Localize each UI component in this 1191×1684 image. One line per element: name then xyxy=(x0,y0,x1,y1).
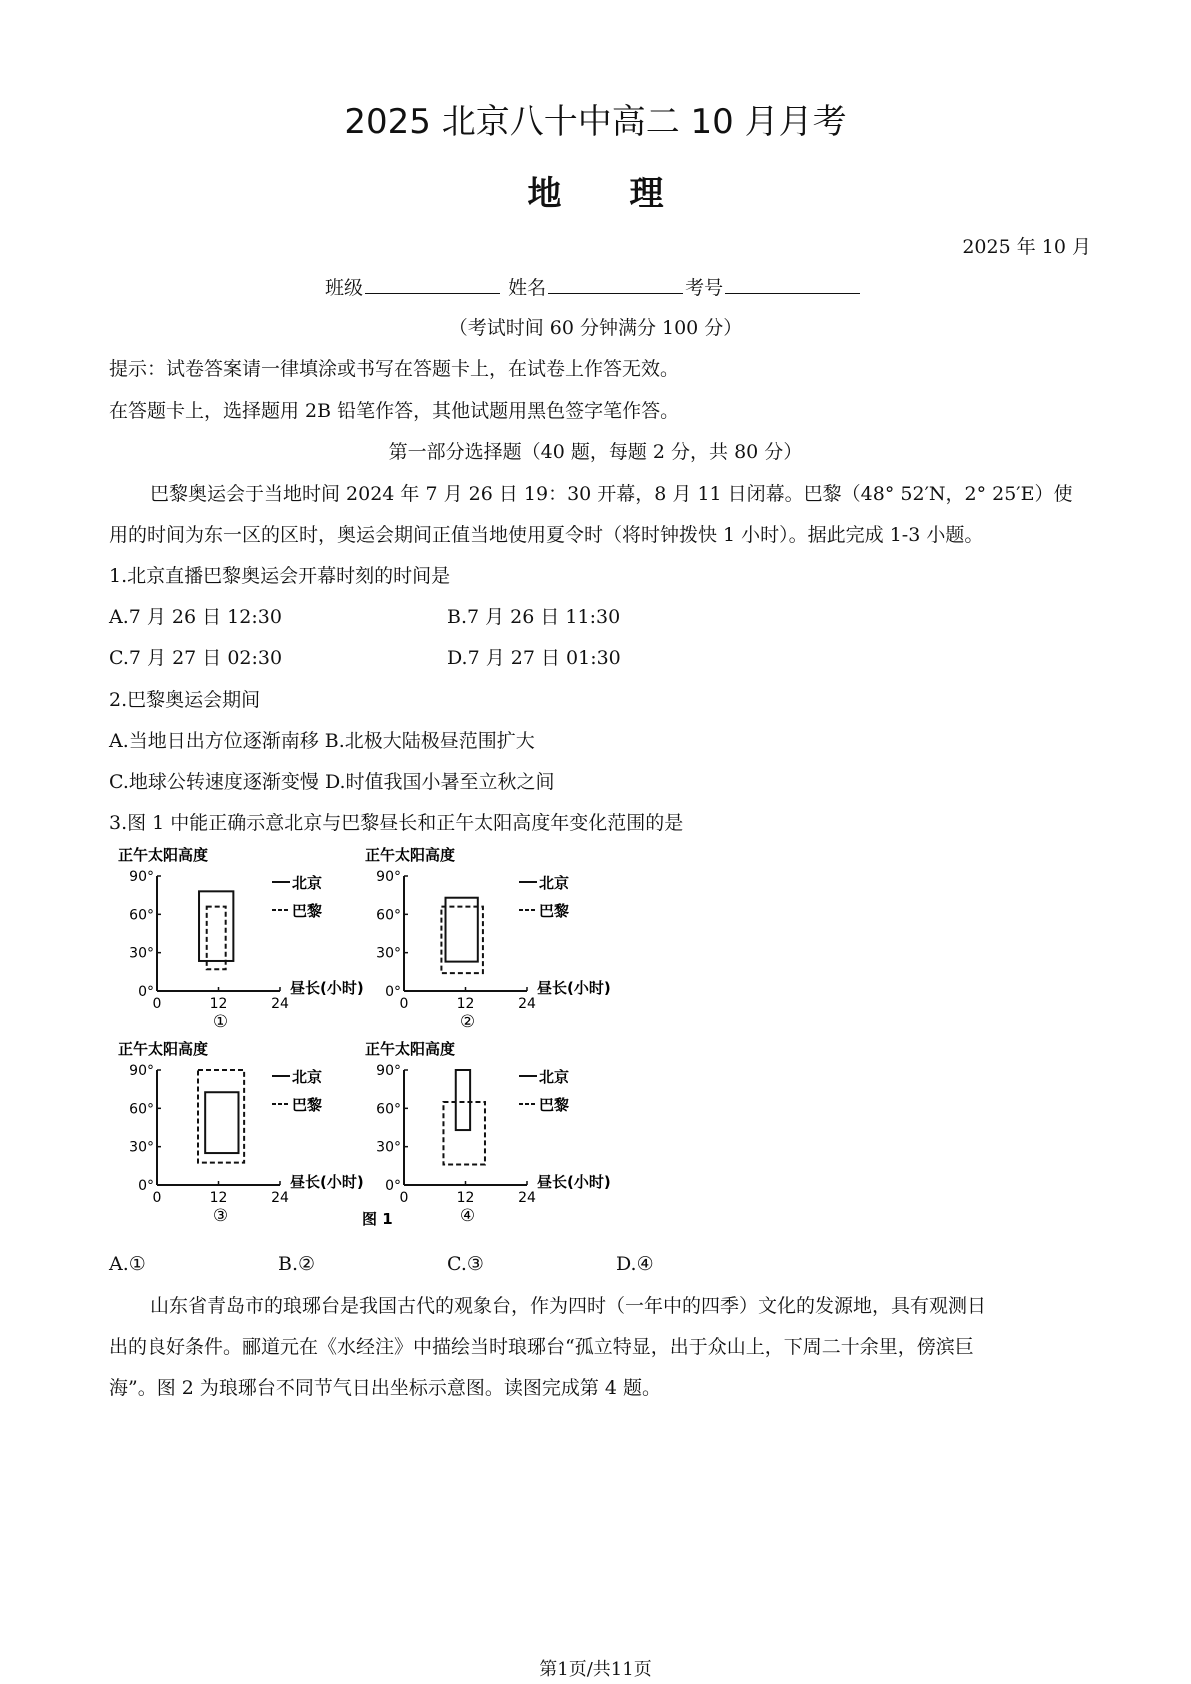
question-2-options-cd: C.地球公转速度逐渐变慢 D.时值我国小暑至立秋之间 xyxy=(109,771,555,793)
paris-range-rect xyxy=(443,1102,485,1165)
x-axis-title: 昼长(小时) xyxy=(537,1173,611,1191)
y-axis-title: 正午太阳高度 xyxy=(118,1040,209,1058)
y-axis-title: 正午太阳高度 xyxy=(365,1040,456,1058)
x-axis-title: 昼长(小时) xyxy=(290,1173,364,1191)
question-3-option-d: D.④ xyxy=(616,1253,654,1275)
panel-label: ② xyxy=(459,1012,476,1032)
y-tick-label: 30° xyxy=(129,945,154,962)
x-tick-label: 0 xyxy=(152,996,162,1012)
y-tick-label: 0° xyxy=(138,984,154,1000)
beijing-range-rect xyxy=(199,891,233,961)
y-tick-label: 0° xyxy=(385,984,401,1000)
figure-caption: 图 1 xyxy=(362,1210,393,1228)
number-label: 考号 xyxy=(685,277,724,299)
question-2-options-ab: A.当地日出方位逐渐南移 B.北极大陆极昼范围扩大 xyxy=(109,730,535,752)
legend-beijing: 北京 xyxy=(539,874,570,892)
subject-title: 地 理 xyxy=(527,174,664,214)
y-tick-label: 90° xyxy=(129,1063,154,1079)
beijing-range-rect xyxy=(205,1092,238,1153)
x-axis-title: 昼长(小时) xyxy=(537,979,611,997)
question-3-option-c: C.③ xyxy=(447,1253,484,1275)
y-tick-label: 0° xyxy=(385,1178,401,1194)
y-tick-label: 60° xyxy=(376,907,401,924)
passage-1-line-2: 用的时间为东一区的区时，奥运会期间正值当地使用夏令时（将时钟拨快 1 小时）。据此完成 1-3 小题。 xyxy=(109,524,984,546)
y-tick-label: 0° xyxy=(138,1178,154,1194)
question-1-option-d: D.7 月 27 日 01:30 xyxy=(447,647,621,669)
x-tick-label: 12 xyxy=(456,996,475,1012)
x-tick-label: 24 xyxy=(518,996,536,1012)
name-field[interactable] xyxy=(548,275,683,294)
student-info-row xyxy=(325,275,862,300)
legend-paris: 巴黎 xyxy=(539,1096,570,1114)
notice-1: 提示：试卷答案请一律填涂或书写在答题卡上，在试卷上作答无效。 xyxy=(109,358,680,380)
exam-title: 2025 北京八十中高二 10 月月考 xyxy=(344,102,847,142)
x-tick-label: 12 xyxy=(209,996,228,1012)
legend-beijing: 北京 xyxy=(292,874,323,892)
legend-beijing: 北京 xyxy=(539,1068,570,1086)
y-tick-label: 30° xyxy=(376,945,401,962)
question-3-option-b: B.② xyxy=(278,1253,316,1275)
passage-1-line-1: 巴黎奥运会于当地时间 2024 年 7 月 26 日 19：30 开幕，8 月 11 日闭幕。巴黎（48° 52′N，2° 25′E）使 xyxy=(150,483,1073,505)
legend-beijing: 北京 xyxy=(292,1068,323,1086)
panel-label: ① xyxy=(212,1012,229,1032)
y-tick-label: 90° xyxy=(129,869,154,885)
name-label: 姓名 xyxy=(508,277,547,299)
number-field[interactable] xyxy=(725,275,860,294)
y-tick-label: 90° xyxy=(376,869,401,885)
passage-2-line-3: 海”。图 2 为琅琊台不同节气日出坐标示意图。读图完成第 4 题。 xyxy=(109,1377,662,1399)
question-1-stem: 1.北京直播巴黎奥运会开幕时刻的时间是 xyxy=(109,565,451,587)
question-3-stem: 3.图 1 中能正确示意北京与巴黎昼长和正午太阳高度年变化范围的是 xyxy=(109,812,684,834)
y-tick-label: 90° xyxy=(376,1063,401,1079)
x-tick-label: 0 xyxy=(399,996,409,1012)
panel-label: ③ xyxy=(212,1206,229,1226)
x-tick-label: 24 xyxy=(271,1190,289,1206)
question-3-option-a: A.① xyxy=(109,1253,146,1275)
x-tick-label: 0 xyxy=(152,1190,162,1206)
y-tick-label: 60° xyxy=(376,1101,401,1118)
legend-paris: 巴黎 xyxy=(292,1096,323,1114)
class-field[interactable] xyxy=(365,275,500,294)
paris-range-rect xyxy=(207,907,226,970)
section-title: 第一部分选择题（40 题，每题 2 分，共 80 分） xyxy=(388,441,803,463)
x-tick-label: 24 xyxy=(518,1190,536,1206)
x-tick-label: 24 xyxy=(271,996,289,1012)
exam-info: （考试时间 60 分钟满分 100 分） xyxy=(448,317,743,339)
y-tick-label: 30° xyxy=(129,1139,154,1156)
question-1-option-a: A.7 月 26 日 12:30 xyxy=(109,606,282,628)
notice-2: 在答题卡上，选择题用 2B 铅笔作答，其他试题用黑色签字笔作答。 xyxy=(109,400,680,422)
paris-range-rect xyxy=(441,907,483,973)
y-axis-title: 正午太阳高度 xyxy=(365,846,456,864)
y-tick-label: 60° xyxy=(129,907,154,924)
page-footer: 第1页/共11页 xyxy=(539,1659,652,1680)
x-tick-label: 12 xyxy=(209,1190,228,1206)
question-1-option-c: C.7 月 27 日 02:30 xyxy=(109,647,283,669)
y-tick-label: 60° xyxy=(129,1101,154,1118)
figure-1 xyxy=(100,840,800,1240)
exam-date: 2025 年 10 月 xyxy=(962,236,1091,258)
x-tick-label: 0 xyxy=(399,1190,409,1206)
legend-paris: 巴黎 xyxy=(539,902,570,920)
beijing-range-rect xyxy=(456,1070,470,1130)
y-axis-title: 正午太阳高度 xyxy=(118,846,209,864)
question-1-option-b: B.7 月 26 日 11:30 xyxy=(447,606,621,628)
question-2-stem: 2.巴黎奥运会期间 xyxy=(109,689,261,711)
x-tick-label: 12 xyxy=(456,1190,475,1206)
legend-paris: 巴黎 xyxy=(292,902,323,920)
class-label: 班级 xyxy=(325,277,364,299)
passage-2-line-2: 出的良好条件。郦道元在《水经注》中描绘当时琅琊台“孤立特显，出于众山上，下周二十余里，傍滨巨 xyxy=(109,1336,974,1358)
y-tick-label: 30° xyxy=(376,1139,401,1156)
panel-label: ④ xyxy=(459,1206,476,1226)
x-axis-title: 昼长(小时) xyxy=(290,979,364,997)
passage-2-line-1: 山东省青岛市的琅琊台是我国古代的观象台，作为四时（一年中的四季）文化的发源地，具有观测日 xyxy=(150,1295,987,1317)
